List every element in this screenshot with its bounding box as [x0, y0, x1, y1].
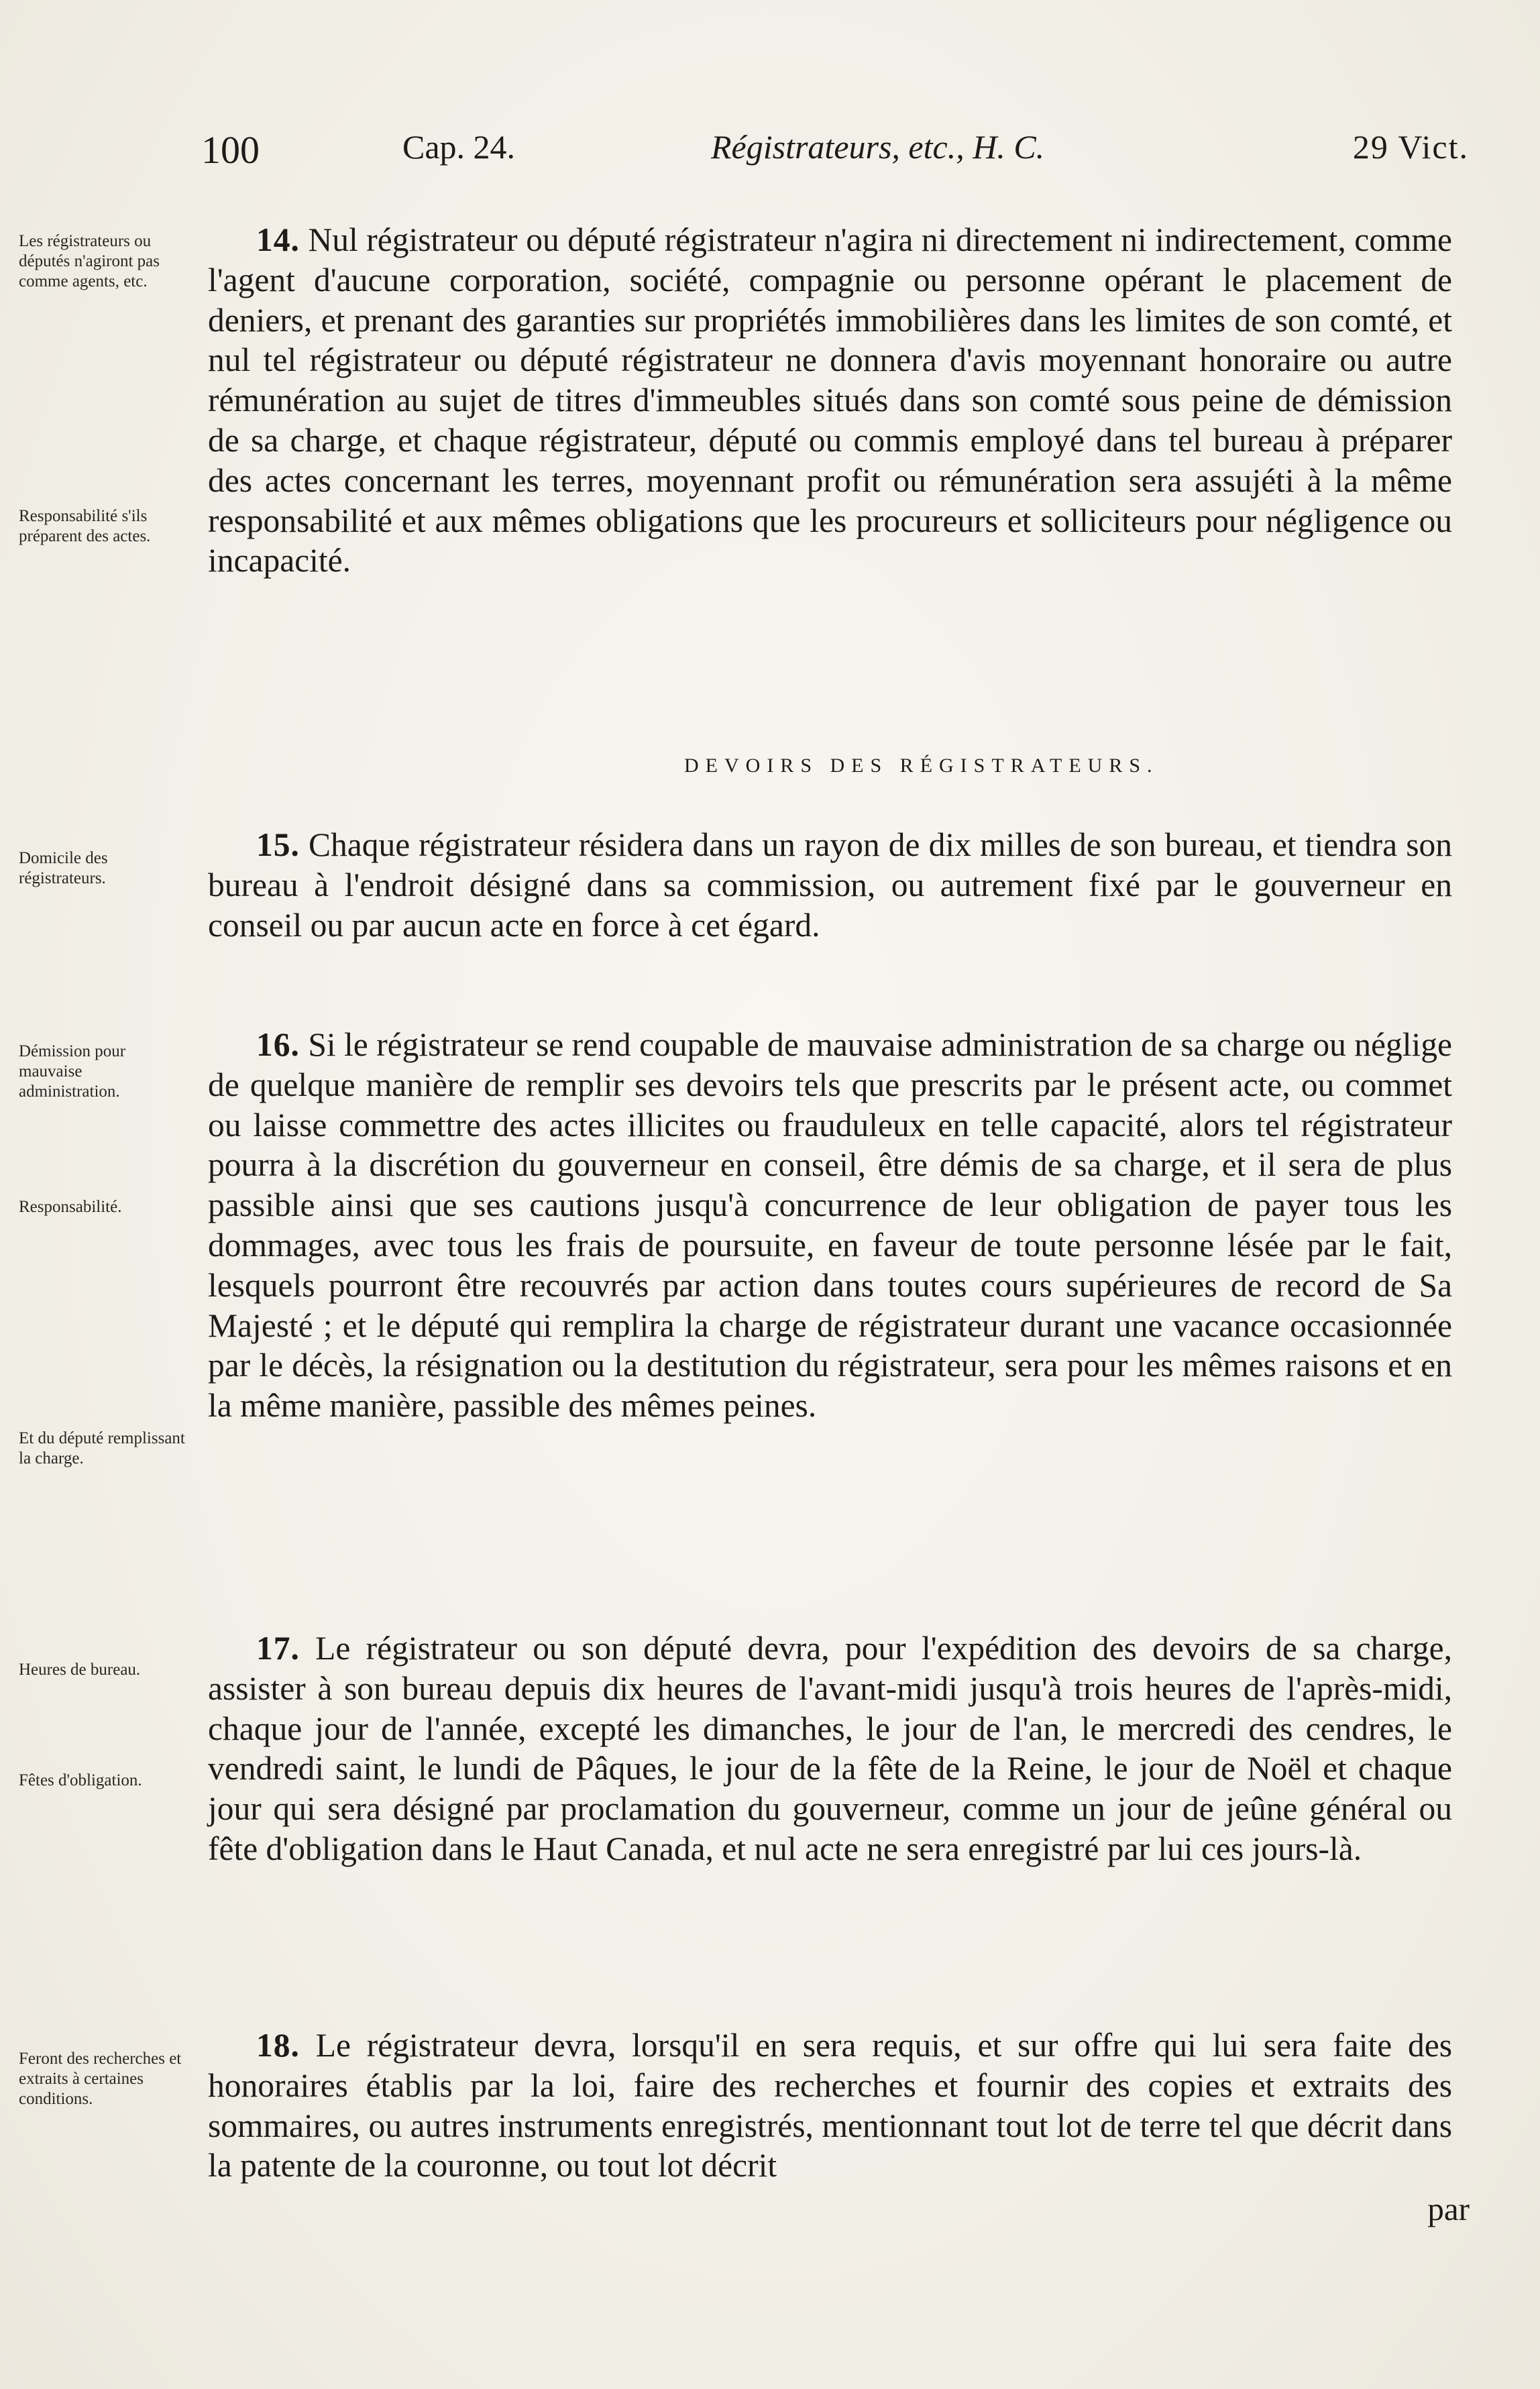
- section-15: [208, 825, 1452, 945]
- section-text: Nul régistrateur ou député régistrateur n'agira ni directement ni indirectement, comme l'agent d'aucune corporation, société, compagnie ou personne opérant le placement de deniers, et prenant des garanties sur propriétés immobilières dans les limites de son comté, et nul tel régistrateur ou député régistrateur ne donnera d'avis moyennant honoraire ou autre rémunération au sujet de titres d'immeubles situés dans son comté sous peine de démission de sa charge, et chaque régistrateur, député ou commis employé dans tel bureau à préparer des actes concernant les terres, moyennant profit ou rémunération sera assujéti à la même responsabilité et aux mêmes obligations que les procureurs et solliciteurs pour négligence ou incapacité.: [208, 221, 1452, 579]
- section-number: 17.: [256, 1630, 300, 1667]
- margin-note-responsibility-acts: Responsabilité s'ils préparent des actes.: [19, 507, 151, 545]
- margin-note-holidays: Fêtes d'obligation.: [19, 1771, 142, 1789]
- margin-note-domicile: Domicile des régistrateurs.: [19, 849, 108, 887]
- margin-note-responsibility: Responsabilité.: [19, 1198, 122, 1216]
- section-number: 16.: [256, 1026, 300, 1063]
- section-number: 15.: [256, 826, 300, 863]
- section-number: 14.: [256, 221, 300, 258]
- section-text: Chaque régistrateur résidera dans un rayon de dix milles de son bureau, et tiendra son bureau à l'endroit désigné dans sa commission, ou autrement fixé par le gouverneur en conseil ou par aucun acte en force à cet égard.: [208, 826, 1453, 944]
- margin-note-agents: Les régistrateurs ou députés n'agiront pas comme agents, etc.: [19, 232, 160, 290]
- margin-note-dismissal: Démission pour mauvaise administration.: [19, 1042, 126, 1101]
- margin-note-deputy: Et du député remplissant la charge.: [19, 1429, 185, 1467]
- regnal-year: 29 Vict.: [1352, 128, 1469, 166]
- section-text: Si le régistrateur se rend coupable de mauvaise administration de sa charge ou néglige de quelque manière de remplir ses devoirs tels que prescrits par le présent acte, ou commet ou laisse commettre des actes illicites ou frauduleux en telle capacité, alors tel régistrateur pourra à la discrétion du gouverneur en conseil, être démis de sa charge, et il sera de plus passible ainsi que ses cautions jusqu'à concurrence de leur obligation de payer tous les dommages, avec tous les frais de poursuite, en faveur de toute personne lésée par le fait, lesquels pourront être recouvrés par action dans toutes cours supérieures de record de Sa Majesté ; et le député qui remplira la charge de régistrateur durant une vacance occasionnée par le décès, la résignation ou la destitution du régistrateur, sera pour les mêmes raisons et en la même manière, passible des mêmes peines.: [208, 1026, 1452, 1425]
- section-text: Le régistrateur devra, lorsqu'il en sera requis, et sur offre qui lui sera faite des honoraires établis par la loi, faire des recherches et fournir des copies et extraits des sommaires, ou autres instruments enregistrés, mentionnant tout lot de terre tel que décrit dans la patente de la couronne, ou tout lot décrit: [208, 2027, 1453, 2184]
- section-18: [208, 2025, 1452, 2186]
- margin-note-office-hours: Heures de bureau.: [19, 1661, 141, 1679]
- section-16: [208, 1025, 1452, 1426]
- section-heading: DEVOIRS DES RÉGISTRATEURS.: [684, 755, 1159, 777]
- section-number: 18.: [256, 2027, 300, 2064]
- section-14: [208, 220, 1452, 581]
- chapter-label: Cap. 24.: [402, 128, 516, 166]
- catchword: par: [1427, 2190, 1470, 2227]
- running-title: Régistrateurs, etc., H. C.: [711, 128, 1045, 166]
- section-text: Le régistrateur ou son député devra, pour l'expédition des devoirs de sa charge, assister à son bureau depuis dix heures de l'avant-midi jusqu'à trois heures de l'après-midi, chaque jour de l'année, excepté les dimanches, le jour de l'an, le mercredi des cendres, le vendredi saint, le lundi de Pâques, le jour de la fête de la Reine, le jour de Noël et chaque jour qui sera désigné par proclamation du gouverneur, comme un jour de jeûne général ou fête d'obligation dans le Haut Canada, et nul acte ne sera enregistré par lui ces jours-là.: [208, 1630, 1452, 1867]
- running-header: [201, 127, 1469, 181]
- margin-note-searches: Feront des recherches et extraits à certaines conditions.: [19, 2050, 182, 2108]
- page-number: 100: [201, 128, 260, 172]
- section-17: [208, 1628, 1452, 1869]
